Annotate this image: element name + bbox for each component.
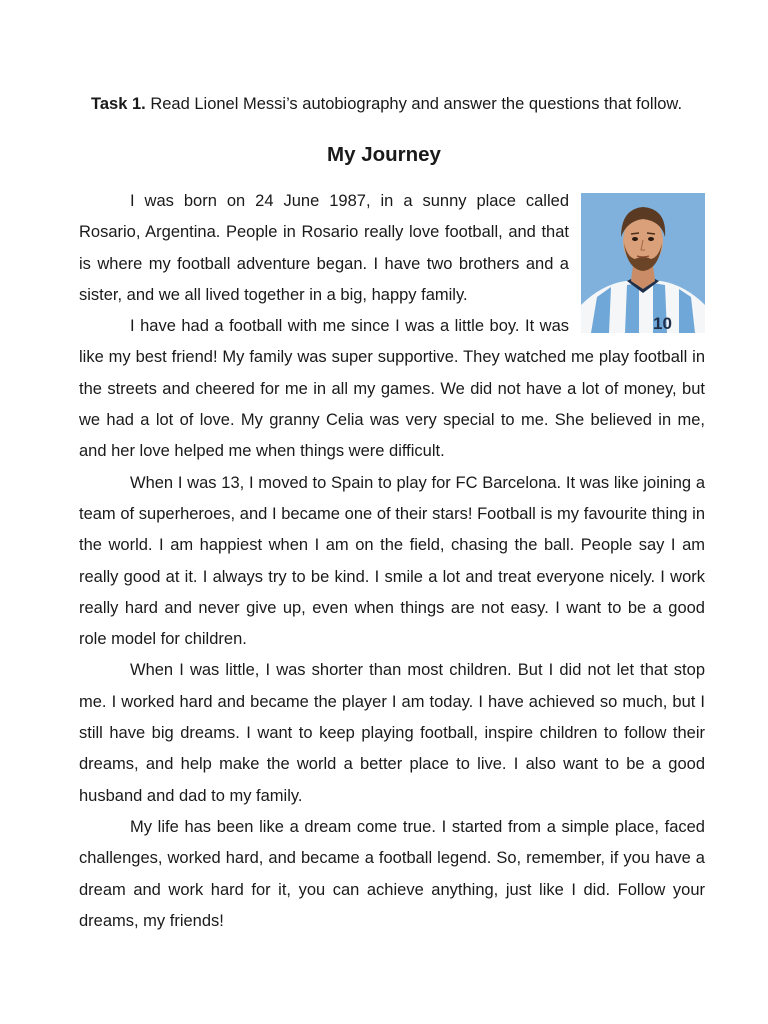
task-label: Task 1.	[91, 95, 146, 113]
page-title: My Journey	[327, 143, 441, 166]
task-instruction	[91, 92, 705, 116]
story-body	[79, 186, 705, 937]
paragraph: I have had a football with me since I was a little boy. It was like my best friend! My family was super supportive. They watched me play football in the streets and cheered for me in all my games. We did not have a lot of money, but we had a lot of love. My granny Celia was very special to me. She believed in me, and her love helped me when things were difficult.	[79, 317, 705, 461]
paragraph: When I was 13, I moved to Spain to play for FC Barcelona. It was like joining a team of superheroes, and I became one of their stars! Football is my favourite thing in the world. I am happiest when I am on the field, chasing the ball. People say I am really good at it. I always try to be kind. I smile a lot and treat everyone nicely. I work really hard and never give up, even when things are not easy. I want to be a good role model for children.	[79, 473, 705, 649]
portrait-illustration	[581, 193, 705, 333]
task-text: Read Lionel Messi’s autobiography and answer the questions that follow.	[150, 95, 683, 113]
paragraph: When I was little, I was shorter than most children. But I did not let that stop me. I worked hard and became the player I am today. I have achieved so much, but I still have big dreams. I want to keep playing football, inspire children to follow their dreams, and help make the world a better place to live. I also want to be a good husband and dad to my family.	[79, 661, 705, 805]
paragraph: I was born on 24 June 1987, in a sunny place called Rosario, Argentina. People in Rosario really love football, and that is where my football adventure began. I have two brothers and a sister, and we all lived together in a big, happy family.	[79, 192, 569, 304]
paragraph: My life has been like a dream come true. I started from a simple place, faced challenges, worked hard, and became a football legend. So, remember, if you have a dream and work hard for it, you can achieve anything, just like I did. Follow your dreams, my friends!	[79, 817, 705, 930]
shirt-number: 10	[653, 314, 672, 333]
